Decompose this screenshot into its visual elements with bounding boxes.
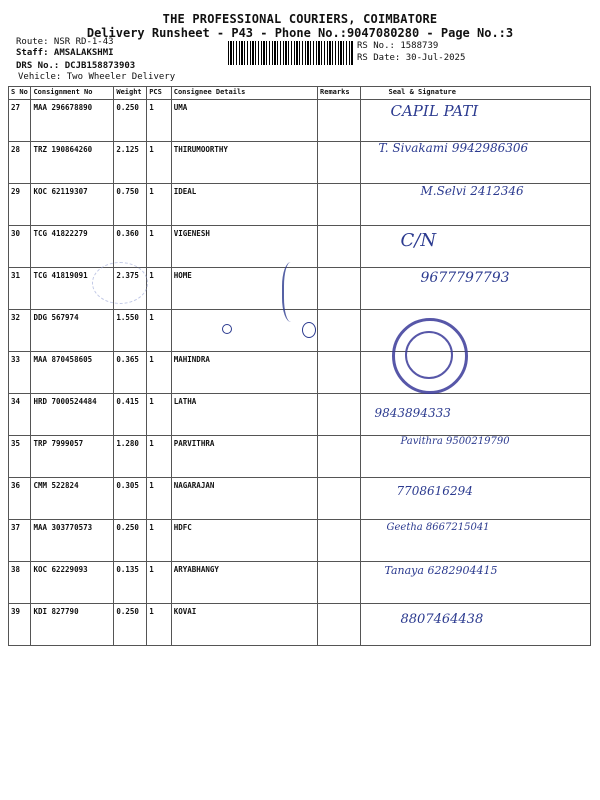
- row-remarks: [318, 520, 360, 562]
- staff-label: Staff: AMSALAKSHMI: [16, 48, 114, 58]
- handwritten-signature: Tanaya 6282904415: [384, 564, 498, 577]
- row-pcs: 1: [147, 520, 172, 562]
- table-row: [9, 100, 591, 142]
- col-header-consignee: Consignee Details: [171, 87, 317, 100]
- table-row: [9, 436, 591, 478]
- table-header-row: [9, 87, 591, 100]
- row-consignee: HDFC: [171, 520, 317, 562]
- row-remarks: [318, 310, 360, 352]
- handwritten-signature: T. Sivakami 9942986306: [378, 141, 529, 155]
- row-signature-cell: [360, 604, 591, 646]
- row-consignment-number: CMM 522824: [31, 478, 114, 520]
- handwritten-signature: Pavithra 9500219790: [400, 436, 510, 447]
- row-sno: 27: [9, 100, 31, 142]
- row-sno: 29: [9, 184, 31, 226]
- row-pcs: 1: [147, 604, 172, 646]
- row-consignee: IDEAL: [171, 184, 317, 226]
- table-row: [9, 394, 591, 436]
- handwritten-signature: M.Selvi 2412346: [420, 184, 524, 198]
- col-header-consignment: Consignment No: [31, 87, 114, 100]
- row-consignment-number: KOC 62119307: [31, 184, 114, 226]
- row-signature-cell: [360, 100, 591, 142]
- col-header-pcs: PCS: [147, 87, 172, 100]
- row-sno: 37: [9, 520, 31, 562]
- row-remarks: [318, 394, 360, 436]
- pen-scribble-icon: [282, 262, 304, 322]
- row-pcs: 1: [147, 352, 172, 394]
- row-sno: 28: [9, 142, 31, 184]
- row-pcs: 1: [147, 268, 172, 310]
- row-weight: 1.550: [114, 310, 147, 352]
- row-sno: 32: [9, 310, 31, 352]
- handwritten-signature: 7708616294: [396, 484, 473, 498]
- row-remarks: [318, 352, 360, 394]
- row-consignee: KOVAI: [171, 604, 317, 646]
- row-weight: 0.250: [114, 100, 147, 142]
- row-weight: 0.360: [114, 226, 147, 268]
- row-consignment-number: DDG 567974: [31, 310, 114, 352]
- row-signature-cell: [360, 184, 591, 226]
- row-remarks: [318, 142, 360, 184]
- row-signature-cell: [360, 520, 591, 562]
- row-signature-cell: [360, 142, 591, 184]
- table-row: [9, 142, 591, 184]
- row-pcs: 1: [147, 478, 172, 520]
- row-remarks: [318, 268, 360, 310]
- row-consignment-number: KOC 62229093: [31, 562, 114, 604]
- col-header-sno: S No: [9, 87, 31, 100]
- table-row: [9, 184, 591, 226]
- row-sno: 36: [9, 478, 31, 520]
- row-remarks: [318, 562, 360, 604]
- row-consignee: MAHINDRA: [171, 352, 317, 394]
- row-sno: 35: [9, 436, 31, 478]
- row-weight: 0.750: [114, 184, 147, 226]
- row-pcs: 1: [147, 226, 172, 268]
- table-row: [9, 604, 591, 646]
- company-title: THE PROFESSIONAL COURIERS, COIMBATORE: [162, 12, 438, 26]
- row-consignee: ARYABHANGY: [171, 562, 317, 604]
- row-consignee: PARVITHRA: [171, 436, 317, 478]
- handwritten-signature: Geetha 8667215041: [386, 522, 490, 533]
- row-weight: 0.250: [114, 604, 147, 646]
- row-consignee: LATHA: [171, 394, 317, 436]
- vehicle-label: Vehicle: Two Wheeler Delivery: [18, 72, 176, 82]
- runsheet-subtitle: Delivery Runsheet - P43 - Phone No.:9047080280 - Page No.:3: [86, 26, 514, 40]
- col-header-remarks: Remarks: [318, 87, 360, 100]
- handwritten-signature: 9843894333: [374, 406, 451, 420]
- row-consignee: VIGENESH: [171, 226, 317, 268]
- barcode-icon: [228, 41, 354, 65]
- drs-label: DRS No.: DCJB158873903: [16, 61, 136, 71]
- row-remarks: [318, 226, 360, 268]
- row-sno: 38: [9, 562, 31, 604]
- row-remarks: [318, 100, 360, 142]
- row-consignment-number: MAA 870458605: [31, 352, 114, 394]
- row-signature-cell: [360, 436, 591, 478]
- row-sno: 34: [9, 394, 31, 436]
- row-pcs: 1: [147, 436, 172, 478]
- row-consignment-number: KDI 827790: [31, 604, 114, 646]
- row-remarks: [318, 436, 360, 478]
- row-weight: 2.125: [114, 142, 147, 184]
- row-sno: 33: [9, 352, 31, 394]
- row-signature-cell: [360, 562, 591, 604]
- row-signature-cell: [360, 478, 591, 520]
- row-consignment-number: TCG 41819091: [31, 268, 114, 310]
- table-row: [9, 520, 591, 562]
- row-weight: 0.305: [114, 478, 147, 520]
- table-row: [9, 226, 591, 268]
- row-consignment-number: TRZ 190864260: [31, 142, 114, 184]
- row-weight: 0.135: [114, 562, 147, 604]
- pen-loop-icon: [302, 322, 316, 338]
- row-signature-cell: [360, 394, 591, 436]
- row-signature-cell: [360, 268, 591, 310]
- faint-stamp-icon: [92, 262, 148, 304]
- row-consignee: UMA: [171, 100, 317, 142]
- table-row: [9, 562, 591, 604]
- col-header-weight: Weight: [114, 87, 147, 100]
- row-sno: 39: [9, 604, 31, 646]
- row-pcs: 1: [147, 100, 172, 142]
- row-pcs: 1: [147, 310, 172, 352]
- row-weight: 0.365: [114, 352, 147, 394]
- row-consignment-number: MAA 296678890: [31, 100, 114, 142]
- row-consignment-number: HRD 7000524484: [31, 394, 114, 436]
- row-consignee: NAGARAJAN: [171, 478, 317, 520]
- row-pcs: 1: [147, 142, 172, 184]
- row-consignee: HOME: [171, 268, 317, 310]
- row-consignee: THIRUMOORTHY: [171, 142, 317, 184]
- row-weight: 1.280: [114, 436, 147, 478]
- route-label: Route: NSR RD-1-43: [16, 37, 114, 47]
- row-sno: 30: [9, 226, 31, 268]
- col-header-signature: Seal & Signature: [360, 87, 591, 100]
- handwritten-signature: 8807464438: [400, 612, 484, 627]
- row-pcs: 1: [147, 394, 172, 436]
- row-pcs: 1: [147, 562, 172, 604]
- row-signature-cell: [360, 226, 591, 268]
- row-consignment-number: MAA 303770573: [31, 520, 114, 562]
- row-consignment-number: TCG 41822279: [31, 226, 114, 268]
- handwritten-signature: CAPIL PATI: [390, 102, 479, 120]
- rs-date: RS Date: 30-Jul-2025: [357, 53, 466, 63]
- seal-stamp-icon: [392, 318, 468, 394]
- row-remarks: [318, 478, 360, 520]
- row-pcs: 1: [147, 184, 172, 226]
- handwritten-signature: C/N: [400, 230, 437, 251]
- pen-loop-small-icon: [222, 324, 232, 334]
- handwritten-signature: 9677797793: [420, 270, 510, 286]
- row-sno: 31: [9, 268, 31, 310]
- row-weight: 2.375: [114, 268, 147, 310]
- row-weight: 0.250: [114, 520, 147, 562]
- rs-number: RS No.: 1588739: [357, 41, 439, 51]
- row-remarks: [318, 604, 360, 646]
- row-remarks: [318, 184, 360, 226]
- table-row: [9, 352, 591, 394]
- table-row: [9, 478, 591, 520]
- runsheet-table: [8, 86, 591, 646]
- row-weight: 0.415: [114, 394, 147, 436]
- row-consignment-number: TRP 7999057: [31, 436, 114, 478]
